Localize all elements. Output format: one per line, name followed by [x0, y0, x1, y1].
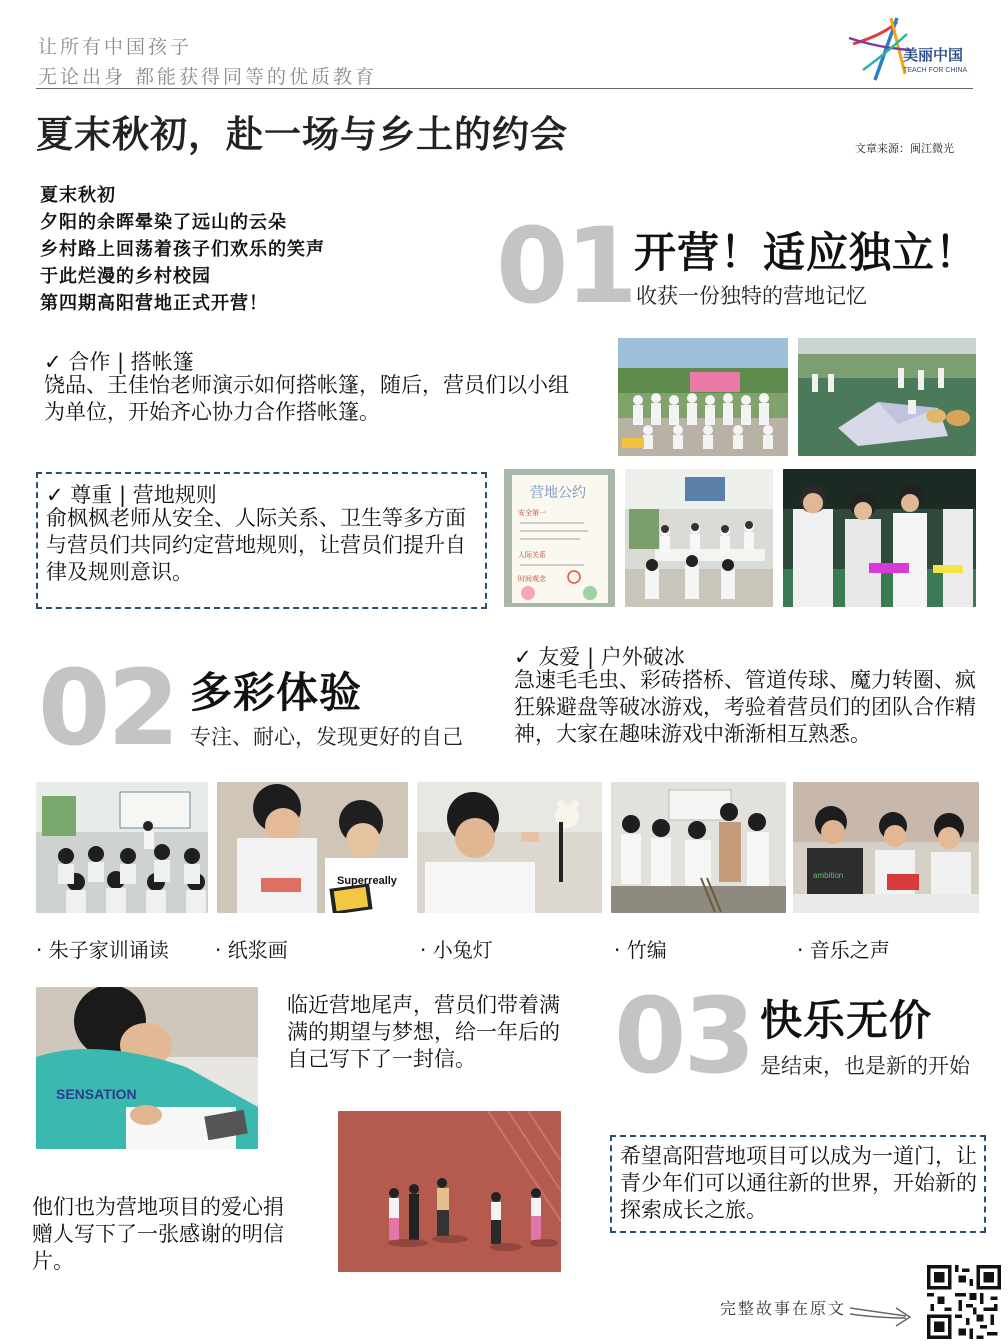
photo-paper-pulp-painting [217, 782, 408, 913]
read-full-story-note: 完整故事在原文 [720, 1299, 847, 1318]
svg-text:Superreally: Superreally [337, 875, 397, 887]
intro-line: 乡村路上回荡着孩子们欢乐的笑声 [40, 239, 325, 260]
poster-line: 人际关系 [518, 551, 546, 559]
photo-group-with-banner [618, 338, 788, 456]
photo-rabbit-lantern [417, 782, 602, 913]
intro-line: 第四期高阳营地正式开营！ [40, 293, 268, 314]
tagline-line-2: 无论出身 都能获得同等的优质教育 [38, 66, 378, 88]
poster-line: 时间观念 [518, 575, 546, 583]
caption-rabbit-lantern: · 小兔灯 [420, 938, 493, 962]
shirt-text: SENSATION [56, 1086, 137, 1102]
page-title: 夏末秋初，赴一场与乡土的约会 [36, 113, 568, 156]
section-title-01: 开营！适应独立！ [634, 228, 979, 277]
photo-bamboo-weaving [611, 782, 786, 913]
item-title-friendship: ✓ 友爱 | 户外破冰 [514, 645, 685, 669]
logo-star-icon [845, 14, 975, 84]
photo-students-outdoor-game [783, 469, 976, 607]
section-subtitle-02: 专注、耐心，发现更好的自己 [190, 725, 463, 749]
tagline-line-1: 让所有中国孩子 [38, 36, 193, 58]
item-body-respect: 俞枫枫老师从安全、人际关系、卫生等多方面与营员们共同约定营地规则，让营员们提升自律及规则意识。 [46, 506, 466, 584]
logo-text-en: TEACH FOR CHINA [903, 67, 968, 74]
photo-music [793, 782, 979, 913]
header-divider [36, 88, 973, 89]
poster-heading: 营地公约 [530, 485, 586, 501]
section-title-03: 快乐无价 [760, 996, 933, 1045]
poster-line: 安全第一 [518, 509, 546, 517]
item-body-cooperation: 饶品、王佳怡老师演示如何搭帐篷，随后，营员们以小组为单位，开始齐心协力合作搭帐篷。 [44, 373, 569, 424]
photo-tent-on-field [798, 338, 976, 456]
photo-student-writing-letter [36, 987, 258, 1149]
photo-students-on-track [338, 1111, 561, 1272]
caption-paper-painting: · 纸浆画 [215, 938, 288, 962]
intro-poem [40, 182, 325, 317]
section-subtitle-01: 收获一份独特的营地记忆 [636, 284, 867, 308]
item-title-respect: ✓ 尊重 | 营地规则 [46, 483, 217, 507]
photo-classroom-meeting [625, 469, 773, 607]
logo-text-cn: 美丽中国 [903, 47, 964, 64]
item-title-cooperation: ✓ 合作 | 搭帐篷 [44, 350, 194, 374]
teach-for-china-logo [845, 14, 975, 84]
intro-line: 于此烂漫的乡村校园 [40, 266, 211, 287]
caption-recitation: · 朱子家训诵读 [36, 938, 169, 962]
svg-text:ambition: ambition [813, 871, 844, 880]
para-letter-to-self: 临近营地尾声，营员们带着满满的期望与梦想，给一年后的自己写下了一封信。 [287, 993, 560, 1071]
section-number-01: 01 [496, 205, 635, 327]
section-title-02: 多彩体验 [190, 668, 363, 717]
article-source: 文章来源：闽江微光 [855, 142, 954, 155]
qr-code-icon[interactable] [927, 1265, 1001, 1339]
arrow-right-icon [848, 1298, 914, 1328]
photo-recitation [36, 782, 208, 913]
item-body-friendship: 急速毛毛虫、彩砖搭桥、管道传球、魔力转圈、疯狂躲避盘等破冰游戏，考验着营员们的团队合作精神，大家在趣味游戏中渐渐相互熟悉。 [514, 668, 976, 746]
section-number-03: 03 [614, 975, 753, 1097]
para-thank-you-postcard: 他们也为营地项目的爱心捐赠人写下了一张感谢的明信片。 [32, 1195, 284, 1273]
caption-music: · 音乐之声 [797, 938, 890, 962]
intro-line: 夕阳的余晖晕染了远山的云朵 [40, 212, 287, 233]
hope-text: 希望高阳营地项目可以成为一道门，让青少年们可以通往新的世界，开始新的探索成长之旅。 [620, 1144, 977, 1222]
intro-line: 夏末秋初 [40, 185, 116, 206]
section-subtitle-03: 是结束，也是新的开始 [760, 1054, 970, 1078]
photo-camp-rules-poster [504, 469, 615, 607]
caption-bamboo-weaving: · 竹编 [614, 938, 667, 962]
section-number-02: 02 [38, 647, 177, 769]
